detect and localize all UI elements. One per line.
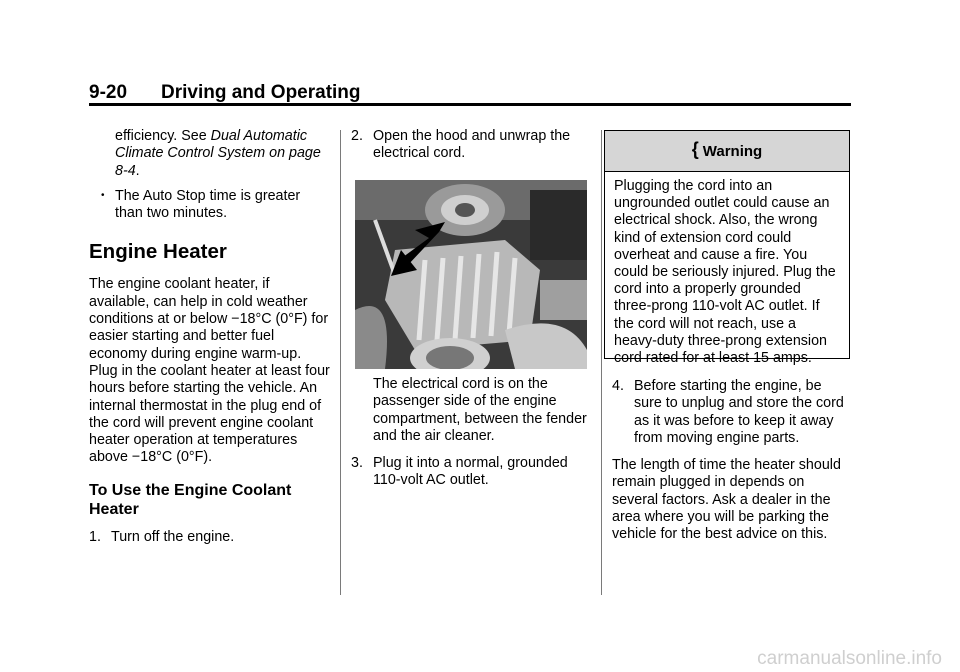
step-1: 1. Turn off the engine.: [89, 528, 235, 545]
page-header: [89, 82, 361, 104]
column-divider-1: [340, 130, 341, 595]
column-2: [351, 128, 587, 163]
warning-triangle-icon: {: [691, 138, 699, 159]
warning-title: Warning: [702, 142, 763, 160]
warning-header: [605, 131, 849, 172]
efficiency-text: efficiency. See Dual Automatic Climate Control System on page 8-4.: [115, 128, 321, 179]
header-rule: [89, 103, 851, 106]
column-divider-2: [601, 130, 602, 595]
page-number: 9-20: [89, 82, 128, 103]
step-4: 4. Before starting the engine, be sure to unplug and store the cord as it was before to keep it away from moving engine parts.: [612, 378, 844, 446]
step-3: 3. Plug it into a normal, grounded 110-volt AC outlet.: [351, 455, 568, 489]
engine-heater-heading: Engine Heater: [89, 240, 227, 264]
cord-location-caption: The electrical cord is on the passenger side of the engine compartment, between the fender and the air cleaner.: [373, 376, 587, 444]
engine-compartment-image: [355, 180, 587, 369]
watermark: carmanualsonline.info: [757, 648, 942, 669]
bullet-item: [89, 188, 331, 223]
section-title: Driving and Operating: [161, 82, 361, 103]
step-2: 2. Open the hood and unwrap the electrical cord.: [351, 128, 571, 162]
bullet-text: The Auto Stop time is greater than two minutes.: [115, 187, 301, 222]
warning-box: [604, 130, 850, 367]
closing-paragraph: The length of time the heater should remain plugged in depends on several factors. Ask a dealer in the area where you will be parking the vehicle for the best advice on this.: [612, 457, 841, 543]
climate-control-reference[interactable]: Dual Automatic Climate Control System on page 8-4: [115, 128, 321, 179]
engine-heater-paragraph: The engine coolant heater, if available, can help in cold weather conditions at or below −18°C (0°F) for easier starting and better fuel economy during engine warm-up. Plug in the coolant heater at least four hours before starting the vehicle. An internal thermostat in the plug end of the cord will prevent engine coolant heater operation at temperatures above −18°C (0°F).: [89, 276, 330, 466]
column-2-lower: [351, 376, 587, 490]
bullet-icon: •: [101, 189, 105, 201]
use-heater-subheading: To Use the Engine Coolant Heater: [89, 481, 292, 518]
column-1: [89, 128, 331, 546]
column-3-lower: [612, 378, 852, 544]
warning-text: Plugging the cord into an ungrounded outlet could cause an electrical shock. Also, the wrong kind of extension cord could overheat and cause a fire. You could be seriously injured. Plug the cord into a properly grounded three-prong 110-volt AC outlet. If the cord will not reach, use a heavy-duty three-prong extension cord rated for at least 15 amps.: [614, 178, 836, 367]
